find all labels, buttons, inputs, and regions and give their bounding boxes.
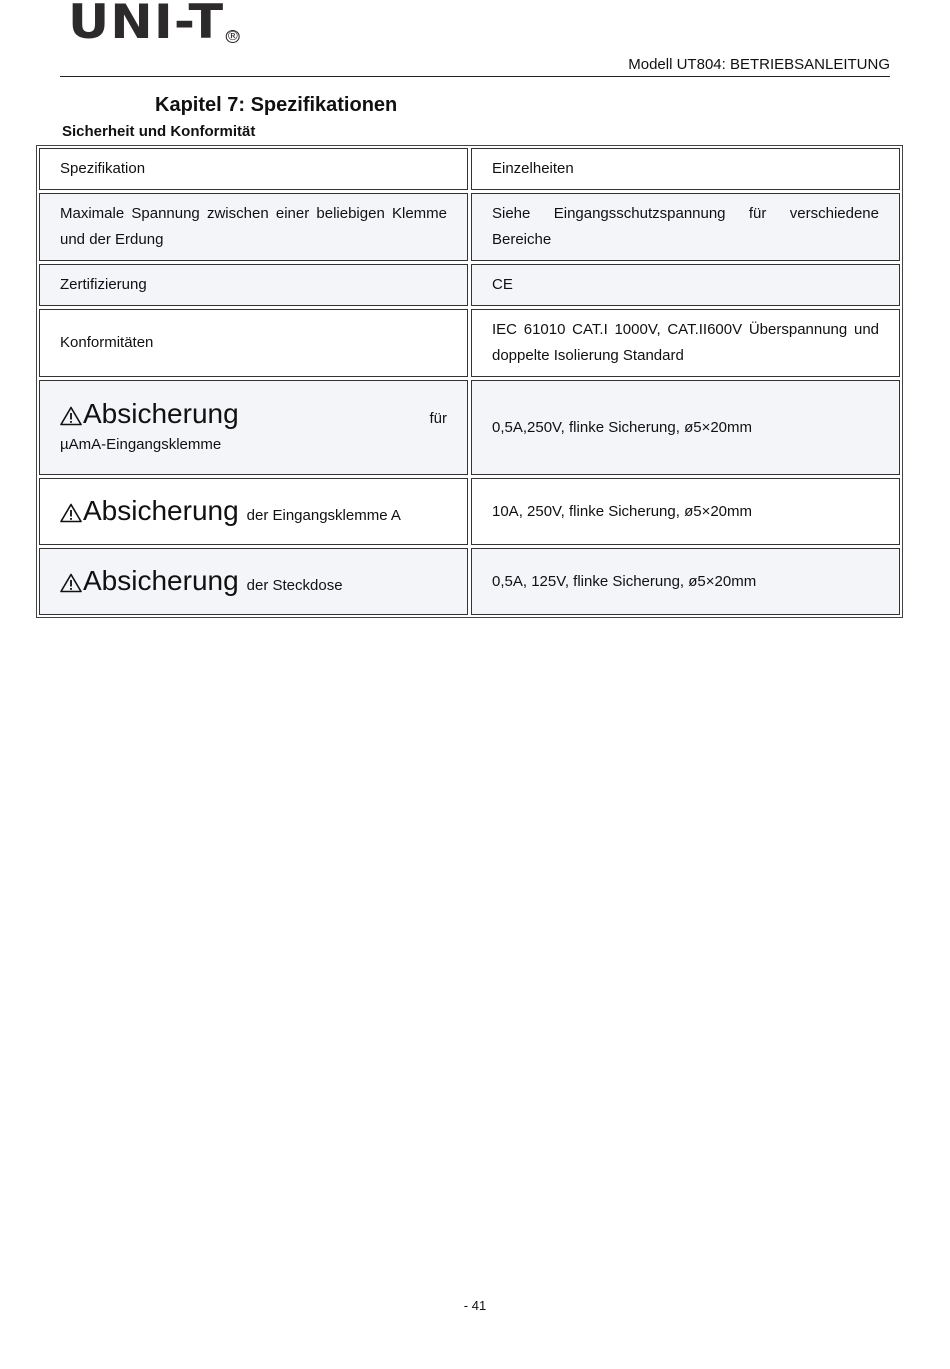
details-cell: 0,5A, 125V, flinke Sicherung, ø5×20mm	[471, 548, 900, 615]
spec-tail: für	[429, 410, 447, 427]
details-cell: 10A, 250V, flinke Sicherung, ø5×20mm	[471, 478, 900, 545]
spec-cell: Maximale Spannung zwischen einer beliebigen Klemme und der Erdung	[39, 193, 468, 261]
header-cell-details: Einzelheiten	[471, 148, 900, 190]
registered-mark: ®	[226, 29, 241, 43]
logo-text: UNI-T	[68, 0, 225, 50]
table-row	[39, 264, 900, 306]
page-number: - 41	[463, 1298, 487, 1313]
table-row	[39, 478, 900, 545]
table-row	[39, 548, 900, 615]
spec-tail: der Steckdose	[246, 577, 343, 594]
model-title: Modell UT804: BETRIEBSANLEITUNG	[628, 56, 890, 73]
section-title: Sicherheit und Konformität	[62, 123, 256, 140]
warning-triangle-icon	[60, 503, 82, 523]
warning-triangle-icon	[60, 406, 82, 426]
chapter-title: Kapitel 7: Spezifikationen	[155, 94, 398, 116]
spec-cell	[39, 478, 468, 545]
spec-cell	[39, 548, 468, 615]
spec-cell: Zertifizierung	[39, 264, 468, 306]
details-cell: Siehe Eingangsschutzspannung für verschiedene Bereiche	[471, 193, 900, 261]
header-cell-spec: Spezifikation	[39, 148, 468, 190]
table-header-row	[39, 148, 900, 190]
table-row	[39, 309, 900, 377]
spec-table	[36, 145, 903, 618]
details-cell: 0,5A,250V, flinke Sicherung, ø5×20mm	[471, 380, 900, 475]
spec-heading: Absicherung	[83, 398, 239, 429]
spec-cell: Konformitäten	[39, 309, 468, 377]
table-row	[39, 380, 900, 475]
spec-line2: µAmA-Eingangsklemme	[60, 436, 222, 453]
spec-heading: Absicherung	[83, 565, 239, 596]
header-divider	[60, 76, 890, 77]
spec-heading: Absicherung	[83, 495, 239, 526]
spec-tail: der Eingangsklemme A	[246, 507, 401, 524]
details-cell: CE	[471, 264, 900, 306]
spec-cell	[39, 380, 468, 475]
brand-logo	[68, 0, 241, 50]
details-cell: IEC 61010 CAT.I 1000V, CAT.II600V Überspannung und doppelte Isolierung Standard	[471, 309, 900, 377]
table-row	[39, 193, 900, 261]
warning-triangle-icon	[60, 573, 82, 593]
